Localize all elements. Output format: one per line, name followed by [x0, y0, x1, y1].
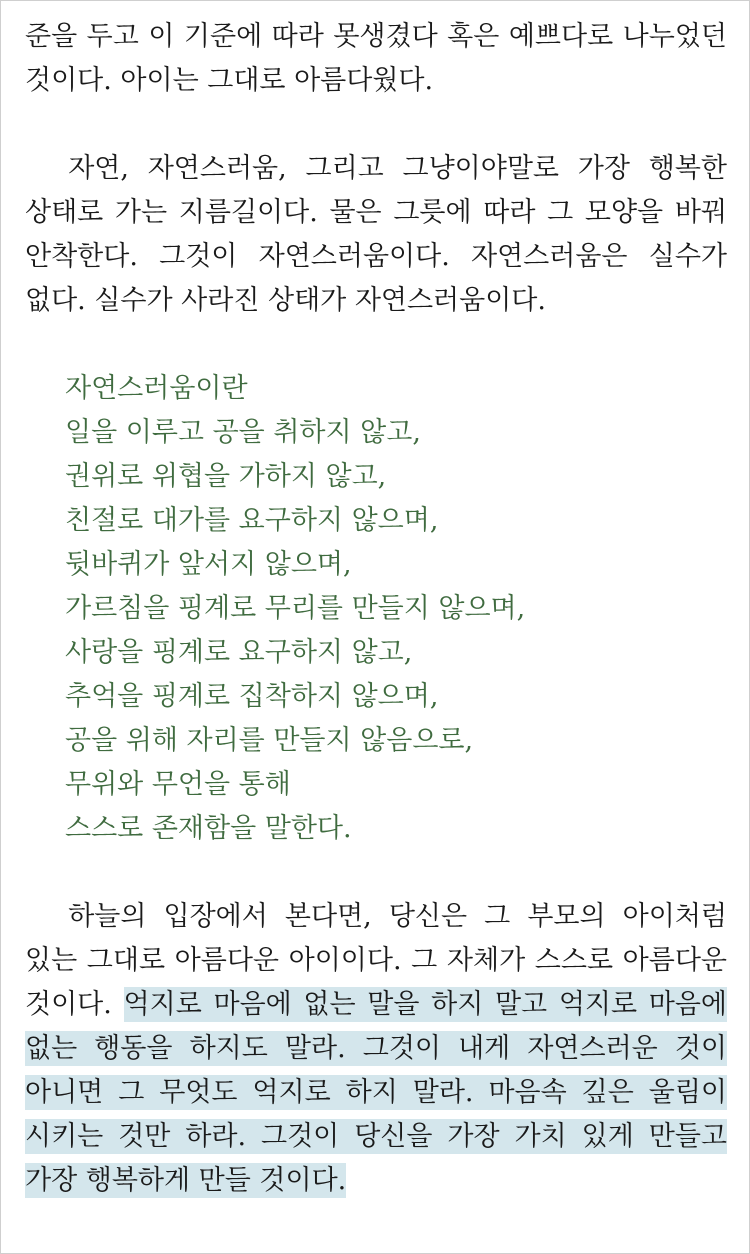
poem-line: 권위로 위협을 가하지 않고, — [65, 461, 387, 492]
poem-line: 가르침을 핑계로 무리를 만들지 않으며, — [65, 593, 526, 624]
paragraph-3-plain-text: 하늘의 입장에서 본다면, 당신은 그 부모의 아이처럼 있는 그대로 아름다운 아이이다. 그 자체가 스스로 아름다운 것이다. — [25, 901, 727, 1020]
paragraph-1: 준을 두고 이 기준에 따라 못생겼다 혹은 예쁘다로 나누었던 것이다. 아이는 그대로 아름다웠다. — [25, 21, 727, 96]
paragraph-gap — [25, 103, 727, 147]
poem-line: 자연스러움이란 — [65, 373, 248, 404]
paragraph-3 — [25, 895, 727, 1203]
paragraph-2: 자연, 자연스러움, 그리고 그냥이야말로 가장 행복한 상태로 가는 지름길이다. 물은 그릇에 따라 그 모양을 바꿔 안착한다. 그것이 자연스러움이다. 자연스러움은 실수가 없다. 실수가 사라진 상태가 자연스러움이다. — [25, 153, 727, 316]
highlighted-passage[interactable]: 억지로 마음에 없는 말을 하지 말고 억지로 마음에 없는 행동을 하지도 말라. 그것이 내게 자연스러운 것이 아니면 그 무엇도 억지로 하지 말라. 마음속 깊은 울림이 시키는 것만 하라. 그것이 당신을 가장 가치 있게 만들고 가장 행복하게 만들 것이다. — [25, 989, 728, 1196]
poem-line: 일을 이루고 공을 취하지 않고, — [65, 417, 421, 448]
poem-line: 공을 위해 자리를 만들지 않음으로, — [65, 725, 474, 756]
poem-line: 추억을 핑계로 집착하지 않으며, — [65, 681, 439, 712]
poem-line: 사랑을 핑계로 요구하지 않고, — [65, 637, 413, 668]
poem-line: 무위와 무언을 통해 — [65, 769, 291, 800]
page-content — [25, 15, 727, 1203]
poem-line: 뒷바퀴가 앞서지 않으며, — [65, 549, 352, 580]
paragraph-gap — [25, 851, 727, 895]
poem-line: 친절로 대가를 요구하지 않으며, — [65, 505, 439, 536]
paragraph-gap — [25, 323, 727, 367]
poem-line: 스스로 존재함을 말한다. — [65, 813, 352, 844]
poem-block — [25, 367, 727, 851]
